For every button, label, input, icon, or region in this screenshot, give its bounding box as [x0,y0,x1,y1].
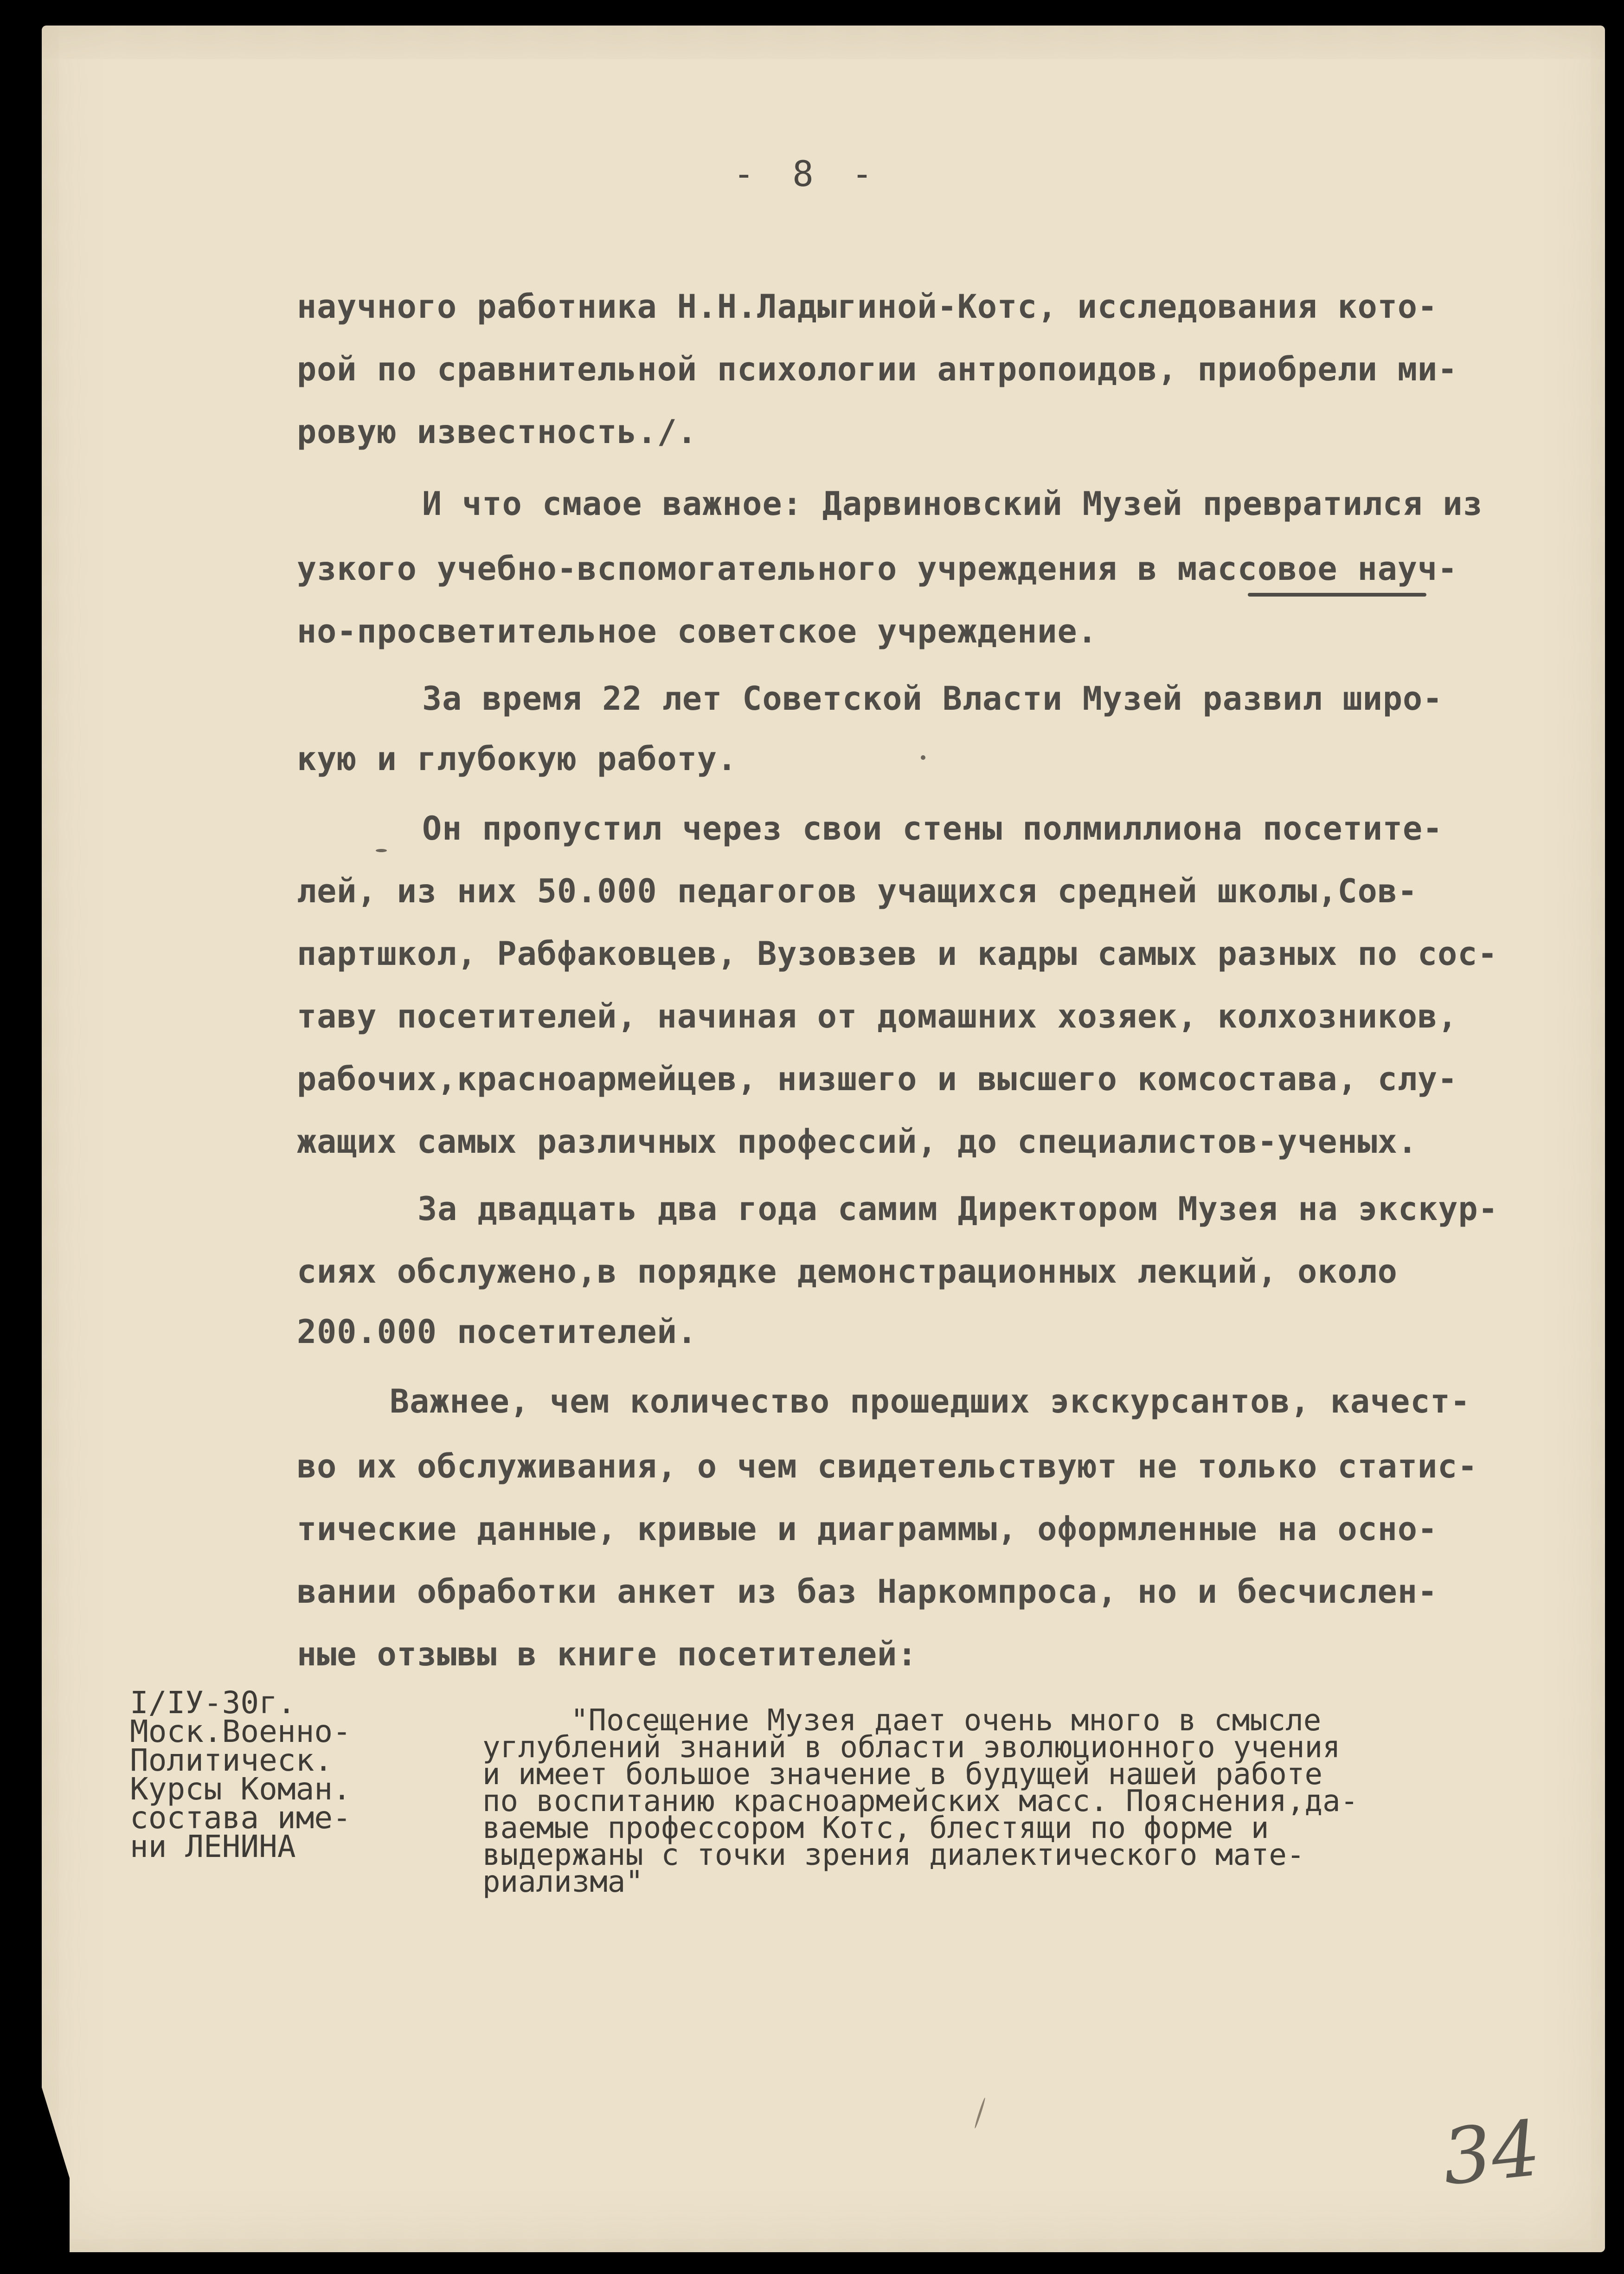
margin-note-line: ни ЛЕНИНА [130,1829,296,1864]
body-line-11: партшкол, Рабфаковцев, Вузовзев и кадры самых разных по сос- [297,935,1498,973]
body-line-7: За время 22 лет Советской Власти Музей развил широ- [422,680,1443,718]
margin-note-line: Политическ. [130,1742,333,1778]
body-line-4: И что смаое важное: Дарвиновский Музей превратился из [422,485,1483,523]
quote-line: "Посещение Музея дает очень много в смысле [571,1703,1322,1738]
quote-line: выдержаны с точки зрения диалектического мате- [482,1838,1305,1872]
body-line-12: таву посетителей, начиная от домашних хозяек, колхозников, [297,997,1458,1035]
body-line-1: научного работника Н.Н.Ладыгиной-Котс, исследования кото- [297,288,1438,326]
quote-line: углублений знаний в области эволюционного учения [482,1730,1341,1765]
body-line-3: ровую известность./. [297,413,697,451]
ink-dash [376,849,387,852]
visitor-quote [482,1703,1359,1899]
margin-note-line: состава име- [130,1800,351,1836]
body-line-19: во их обслуживания, о чем свидетельствуют не только статис- [297,1447,1478,1485]
body-line-15: За двадцать два года самим Директором Музея на экскур- [417,1190,1498,1228]
body-line-9: Он пропустил через свои стены полмиллиона посетите- [422,809,1443,848]
underline-massovoe [1248,593,1426,597]
quote-line: риализма" [482,1865,643,1899]
body-line-21: вании обработки анкет из баз Наркомпроса, но и бесчислен- [297,1573,1438,1611]
ink-dot [921,755,925,760]
body-line-2: рой по сравнительной психологии антропоидов, приобрели ми- [297,350,1458,388]
margin-note [130,1685,351,1864]
body-line-5: узкого учебно-вспомогательного учреждения в массовое науч- [297,550,1458,588]
body-line-17: 200.000 посетителей. [297,1313,697,1351]
body-line-18: Важнее, чем количество прошедших экскурсантов, качест- [390,1382,1470,1420]
handwritten-page-number: 34 [1438,2103,1545,2203]
quote-line: ваемые профессором Котс, блестящи по форме и [482,1811,1269,1845]
margin-note-line: Курсы Коман. [130,1771,351,1807]
body-line-14: жащих самых различных профессий, до специалистов-ученых. [297,1123,1418,1161]
margin-note-line: I/IУ-30г. [130,1685,296,1721]
margin-note-line: Моск.Военно- [130,1714,351,1749]
body-line-10: лей, из них 50.000 педагогов учащихся средней школы,Сов- [297,872,1418,910]
page-number: - 8 - [733,153,881,194]
body-line-20: тические данные, кривые и диаграммы, оформленные на осно- [297,1510,1438,1548]
body-line-13: рабочих,красноармейцев, низшего и высшего комсостава, слу- [297,1060,1458,1098]
body-line-8: кую и глубокую работу. [297,740,738,778]
quote-line: по воспитанию красноармейских масс. Пояснения,да- [482,1784,1359,1818]
body-line-16: сиях обслужено,в порядке демонстрационных лекций, около [297,1253,1398,1291]
body-line-22: ные отзывы в книге посетителей: [297,1635,918,1673]
body-line-6: но-просветительное советское учреждение. [297,612,1098,650]
quote-line: и имеет большое значение в будущей нашей работе [482,1757,1322,1792]
